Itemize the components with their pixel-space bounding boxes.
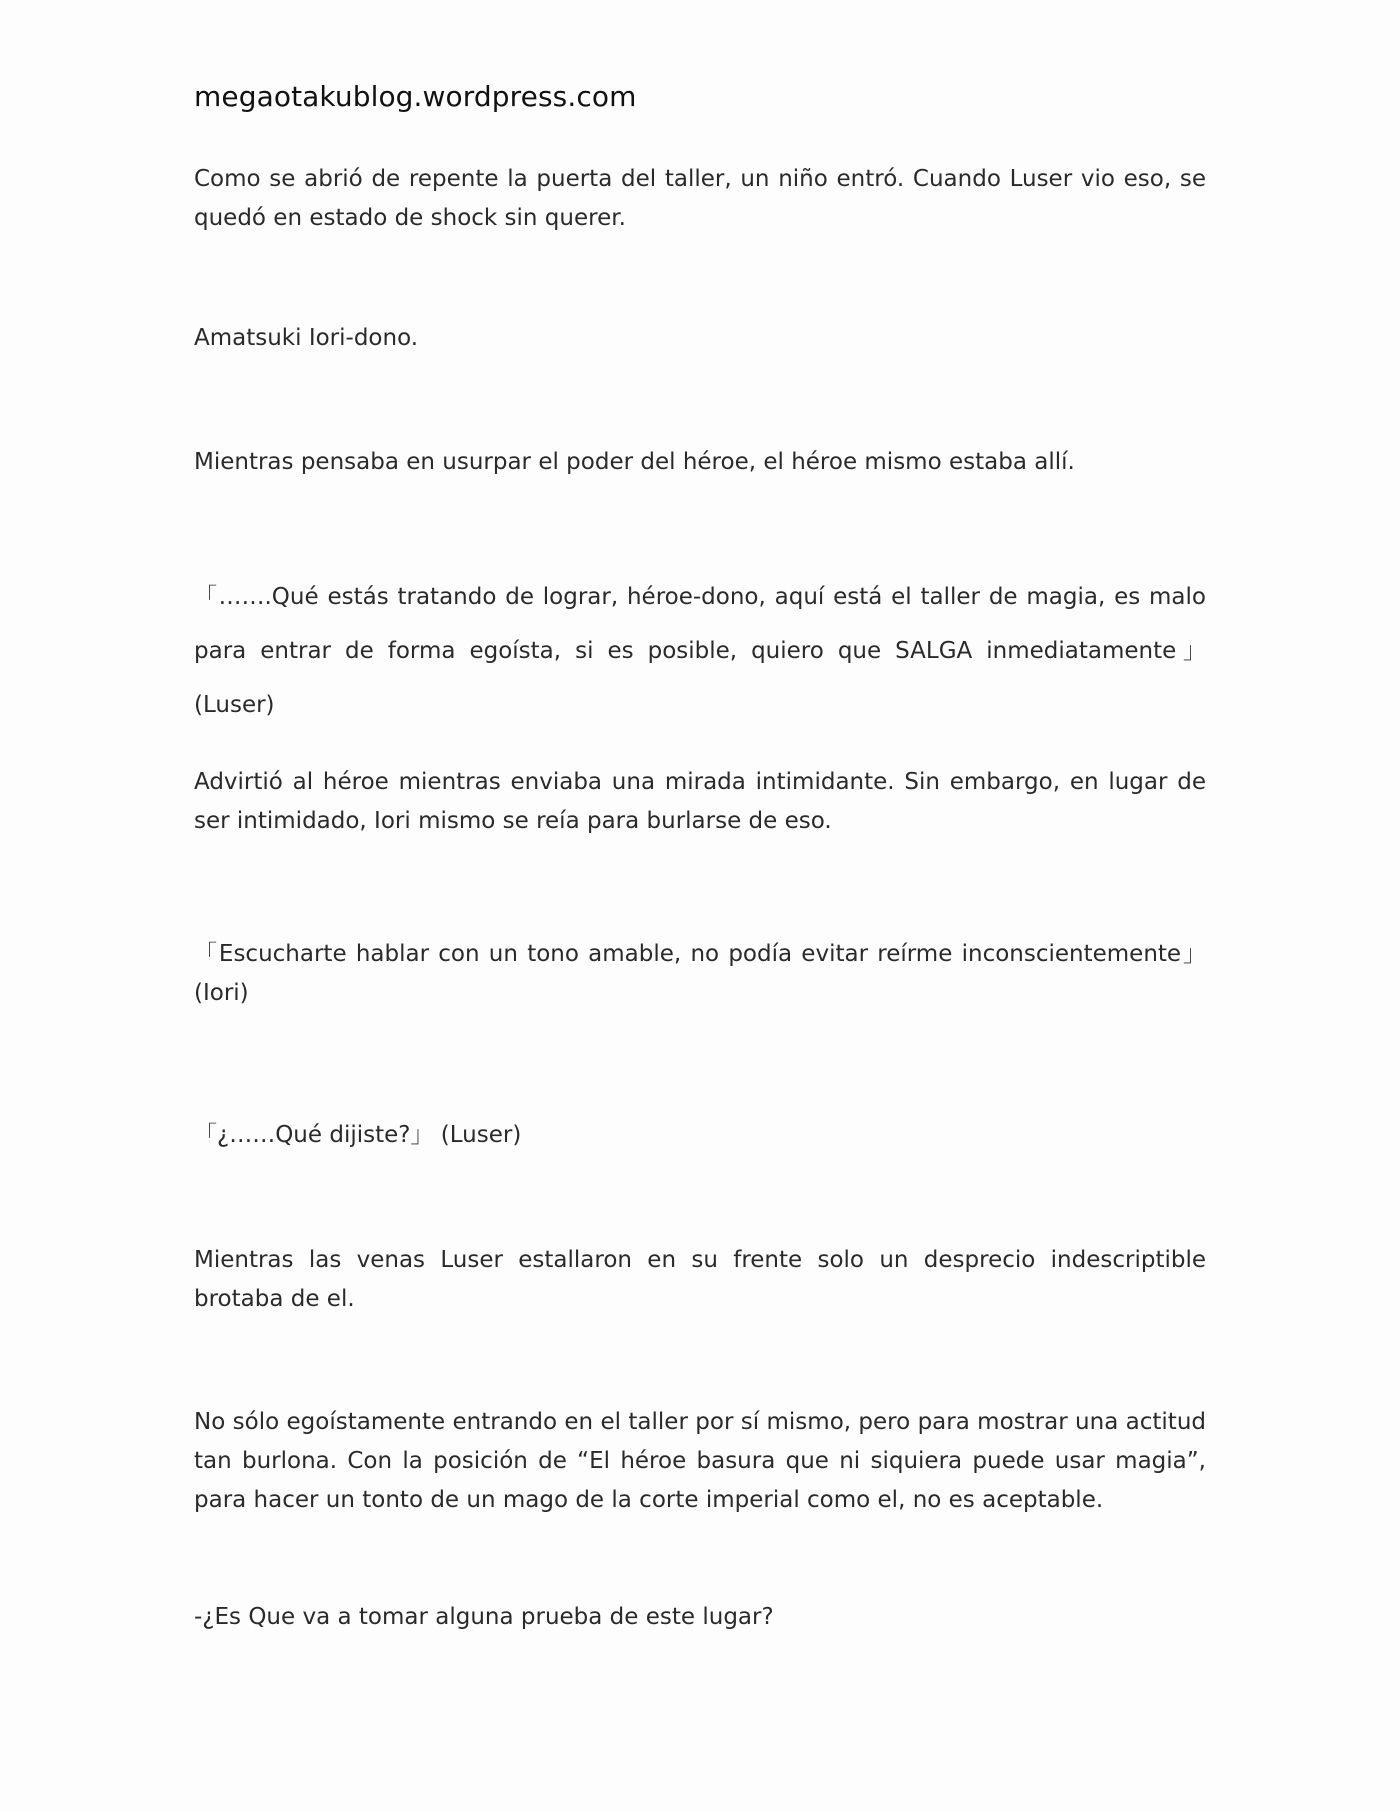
paragraph-8: Mientras las venas Luser estallaron en su frente solo un desprecio indescriptible brotaba de el. (194, 1247, 1206, 1312)
page-header: megaotakublog.wordpress.com (194, 80, 637, 113)
paragraph-10: -¿Es Que va a tomar alguna prueba de este lugar? (194, 1604, 774, 1630)
paragraph-4-dialogue: 「…….Qué estás tratando de lograr, héroe-dono, aquí está el taller de magia, es malo para entrar de forma egoísta, si es posible, quiero que SALGA inmediatamente」 (Luser) (194, 584, 1206, 718)
paragraph-1: Como se abrió de repente la puerta del taller, un niño entró. Cuando Luser vio eso, se quedó en estado de shock sin querer. (194, 166, 1206, 231)
paragraph-9: No sólo egoístamente entrando en el taller por sí mismo, pero para mostrar una actitud tan burlona. Con la posición de “El héroe basura que ni siquiera puede usar magia”, para hacer un tonto de un mago de la corte imperial como el, no es aceptable. (194, 1409, 1206, 1513)
paragraph-5: Advirtió al héroe mientras enviaba una mirada intimidante. Sin embargo, en lugar de ser intimidado, Iori mismo se reía para burlarse de eso. (194, 769, 1206, 834)
paragraph-6-dialogue: 「Escucharte hablar con un tono amable, no podía evitar reírme inconscientemente」 (Iori) (194, 941, 1206, 1006)
paragraph-3: Mientras pensaba en usurpar el poder del héroe, el héroe mismo estaba allí. (194, 449, 1075, 475)
paragraph-2: Amatsuki Iori-dono. (194, 325, 419, 351)
paragraph-7-dialogue: 「¿……Qué dijiste?」 (Luser) (194, 1122, 522, 1148)
